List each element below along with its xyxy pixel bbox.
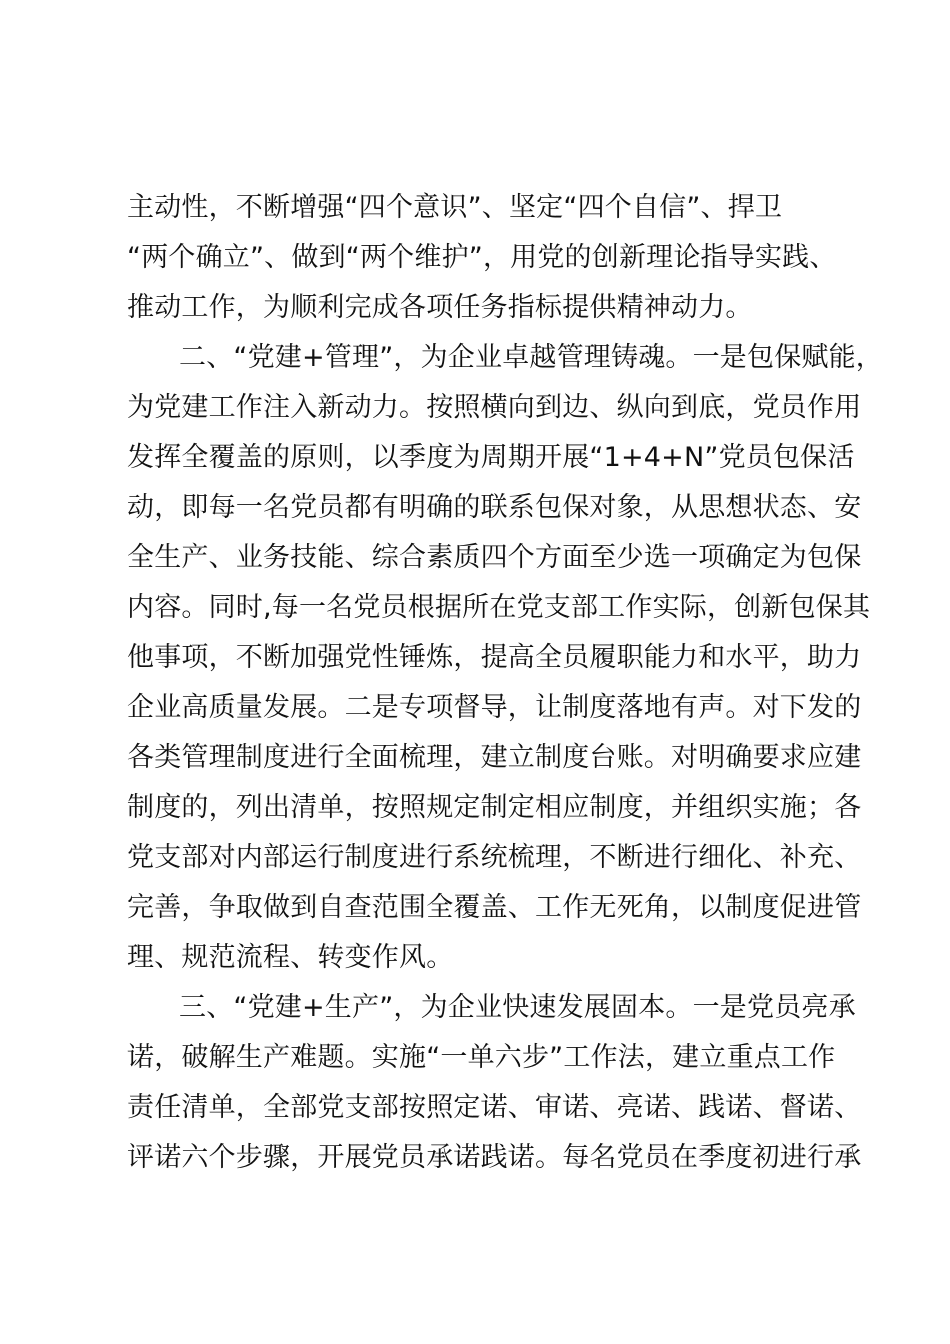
text-line: 主动性，不断增强“四个意识”、坚定“四个自信”、捍卫 <box>127 192 783 223</box>
text-line: 评诺六个步骤，开展党员承诺践诺。每名党员在季度初进行承 <box>127 1142 862 1173</box>
text-line: 内容。同时,每一名党员根据所在党支部工作实际，创新包保其 <box>127 592 871 623</box>
text-line: 为党建工作注入新动力。按照横向到边、纵向到底，党员作用 <box>127 392 862 423</box>
text-line: 制度的，列出清单，按照规定制定相应制度，并组织实施；各 <box>127 792 862 823</box>
document-body <box>127 183 883 1183</box>
text-line: 责任清单，全部党支部按照定诺、审诺、亮诺、践诺、督诺、 <box>127 1092 862 1123</box>
text-line: 企业高质量发展。二是专项督导，让制度落地有声。对下发的 <box>127 692 862 723</box>
text-line: 党支部对内部运行制度进行系统梳理，不断进行细化、补充、 <box>127 842 862 873</box>
text-line: 发挥全覆盖的原则，以季度为周期开展“1+4+N”党员包保活 <box>127 442 855 473</box>
text-line: 动，即每一名党员都有明确的联系包保对象，从思想状态、安 <box>127 492 862 523</box>
text-line: “两个确立”、做到“两个维护”，用党的创新理论指导实践、 <box>127 242 837 273</box>
paragraph-start-line: 三、“党建+生产”，为企业快速发展固本。一是党员亮承 <box>179 992 856 1023</box>
text-line: 他事项，不断加强党性锤炼，提高全员履职能力和水平，助力 <box>127 642 862 673</box>
text-line: 完善，争取做到自查范围全覆盖、工作无死角，以制度促进管 <box>127 892 862 923</box>
text-line: 推动工作，为顺利完成各项任务指标提供精神动力。 <box>127 292 753 323</box>
text-line: 理、规范流程、转变作风。 <box>127 942 454 973</box>
text-line: 全生产、业务技能、综合素质四个方面至少选一项确定为包保 <box>127 542 862 573</box>
paragraph-start-line: 二、“党建+管理”，为企业卓越管理铸魂。一是包保赋能， <box>179 342 883 373</box>
text-line: 诺，破解生产难题。实施“一单六步”工作法，建立重点工作 <box>127 1042 836 1073</box>
text-line: 各类管理制度进行全面梳理，建立制度台账。对明确要求应建 <box>127 742 862 773</box>
